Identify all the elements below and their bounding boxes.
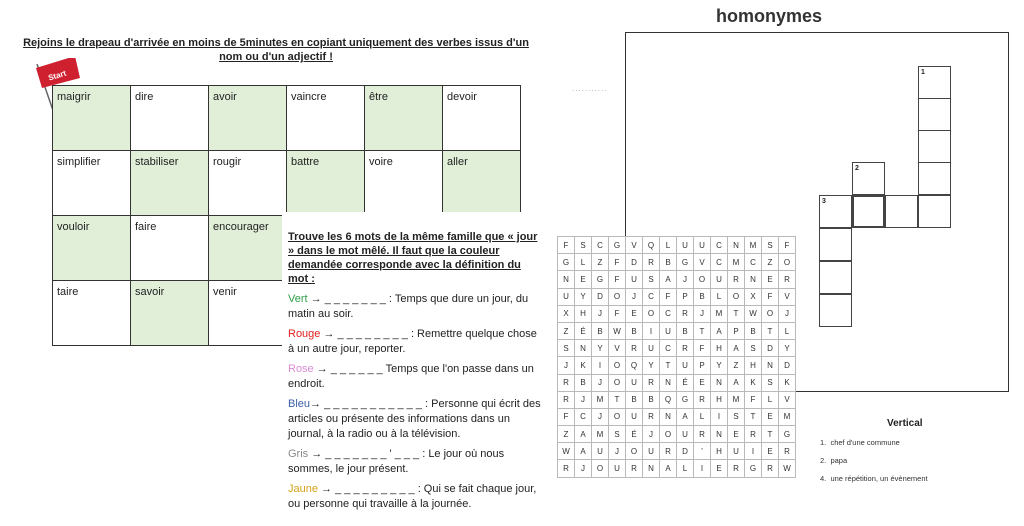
word-search-letter[interactable]: D — [626, 254, 643, 271]
word-search-letter[interactable]: N — [728, 237, 745, 254]
word-search-letter[interactable]: A — [660, 460, 677, 477]
clue-vert: Vert → _ _ _ _ _ _ _ : Temps que dure un jour, du matin au soir. — [288, 293, 529, 320]
verb-cell[interactable]: savoir — [131, 281, 209, 346]
verb-cell[interactable]: encourager — [209, 216, 287, 281]
word-search-letter[interactable]: T — [762, 322, 779, 339]
word-search-letter[interactable]: U — [660, 322, 677, 339]
word-search-letter[interactable]: J — [592, 408, 609, 425]
word-search-row — [558, 271, 796, 288]
word-search-letter[interactable]: G — [592, 271, 609, 288]
word-search-letter[interactable]: T — [660, 357, 677, 374]
word-search-letter[interactable]: U — [626, 374, 643, 391]
word-search-letter[interactable]: R — [626, 340, 643, 357]
word-search-letter[interactable]: S — [643, 271, 660, 288]
verb-cell[interactable]: dire — [131, 86, 209, 151]
word-search-letter[interactable]: L — [575, 254, 592, 271]
word-search-letter[interactable]: U — [643, 340, 660, 357]
clue-rose: Rose → _ _ _ _ _ _ Temps que l'on passe dans un endroit. — [288, 363, 534, 390]
crossword-number: 2 — [855, 165, 859, 172]
word-family-panel — [282, 212, 542, 512]
vertical-clues-title: Vertical — [887, 418, 923, 429]
word-search-letter[interactable]: R — [694, 426, 711, 443]
word-search-letter[interactable]: R — [694, 391, 711, 408]
word-search-letter[interactable]: D — [592, 288, 609, 305]
word-search-row — [558, 254, 796, 271]
crossword-cell[interactable] — [918, 162, 951, 195]
word-search-letter[interactable]: F — [694, 340, 711, 357]
word-search-letter[interactable]: O — [609, 374, 626, 391]
word-search-letter[interactable]: C — [660, 305, 677, 322]
clue-item: 1. chef d'une commune — [820, 438, 900, 447]
word-search-letter[interactable]: B — [677, 322, 694, 339]
word-search-letter[interactable]: P — [728, 322, 745, 339]
word-search-letter[interactable]: J — [592, 305, 609, 322]
verb-cell[interactable]: aller — [443, 151, 521, 216]
word-search-letter[interactable]: R — [660, 443, 677, 460]
word-search-letter[interactable]: M — [592, 391, 609, 408]
word-search-letter[interactable]: R — [762, 460, 779, 477]
word-search-letter[interactable]: J — [779, 305, 796, 322]
word-search-letter[interactable]: F — [609, 254, 626, 271]
word-search-letter[interactable]: H — [711, 391, 728, 408]
word-search-letter[interactable]: U — [558, 288, 575, 305]
word-search-letter[interactable]: R — [643, 408, 660, 425]
word-search-letter[interactable]: B — [626, 391, 643, 408]
word-search-letter[interactable]: W — [609, 322, 626, 339]
word-search-letter[interactable]: A — [660, 271, 677, 288]
verb-cell[interactable]: avoir — [209, 86, 287, 151]
word-search-letter[interactable]: Z — [592, 254, 609, 271]
word-search-letter[interactable]: T — [728, 305, 745, 322]
word-search-letter[interactable]: A — [575, 426, 592, 443]
word-search-letter[interactable]: R — [626, 460, 643, 477]
word-search-letter[interactable]: Z — [728, 357, 745, 374]
word-search-letter[interactable]: U — [626, 408, 643, 425]
word-search-letter[interactable]: R — [643, 374, 660, 391]
word-search-letter[interactable]: I — [592, 357, 609, 374]
word-search-letter[interactable]: O — [626, 443, 643, 460]
word-search-letter[interactable]: C — [711, 237, 728, 254]
crossword-number: 3 — [822, 198, 826, 205]
word-search-letter[interactable]: K — [575, 357, 592, 374]
word-search-letter[interactable]: R — [728, 460, 745, 477]
word-search-row — [558, 237, 796, 254]
clue-jaune: Jaune → _ _ _ _ _ _ _ _ _ : Qui se fait chaque jour, ou personne qui travaille à la journée. — [288, 483, 537, 510]
word-search-letter[interactable]: F — [609, 271, 626, 288]
word-search-letter[interactable]: I — [711, 408, 728, 425]
word-search-letter[interactable]: J — [694, 305, 711, 322]
word-search-row — [558, 305, 796, 322]
word-search-letter[interactable]: B — [694, 288, 711, 305]
word-search-letter[interactable]: E — [575, 271, 592, 288]
verb-cell[interactable]: vaincre — [287, 86, 365, 151]
word-search-letter[interactable]: P — [694, 357, 711, 374]
verb-cell[interactable]: maigrir — [53, 86, 131, 151]
word-search-letter[interactable]: G — [677, 391, 694, 408]
word-search-letter[interactable]: W — [745, 305, 762, 322]
word-search-letter[interactable]: U — [694, 237, 711, 254]
activity-title: Rejoins le drapeau d'arrivée en moins de 5minutes en copiant uniquement des verbes issus d'un nom ou d'un adjectif ! — [23, 37, 529, 63]
word-search-grid — [557, 236, 796, 478]
word-search-letter[interactable]: X — [745, 288, 762, 305]
word-search-letter[interactable]: V — [779, 391, 796, 408]
word-search-letter[interactable]: M — [711, 305, 728, 322]
word-search-letter[interactable]: Q — [660, 391, 677, 408]
verb-cell[interactable]: faire — [131, 216, 209, 281]
word-search-letter[interactable]: R — [643, 254, 660, 271]
word-search-letter[interactable]: J — [575, 460, 592, 477]
word-search-letter[interactable]: B — [592, 322, 609, 339]
word-search-letter[interactable]: V — [694, 254, 711, 271]
word-search-letter[interactable]: J — [592, 374, 609, 391]
word-search-letter[interactable]: F — [779, 237, 796, 254]
crossword-cell[interactable] — [918, 98, 951, 131]
word-search-letter[interactable]: O — [728, 288, 745, 305]
word-search-letter[interactable]: J — [609, 443, 626, 460]
word-search-letter[interactable]: E — [762, 443, 779, 460]
word-search-letter[interactable]: J — [677, 271, 694, 288]
word-search-letter[interactable]: E — [762, 408, 779, 425]
word-search-letter[interactable]: M — [728, 391, 745, 408]
word-search-letter[interactable]: M — [779, 408, 796, 425]
word-search-letter[interactable]: U — [643, 443, 660, 460]
word-search-letter[interactable]: R — [677, 340, 694, 357]
verb-cell[interactable]: battre — [287, 151, 365, 216]
word-search-letter[interactable]: S — [762, 374, 779, 391]
word-search-letter[interactable]: U — [677, 237, 694, 254]
word-search-letter[interactable]: Y — [592, 340, 609, 357]
word-search-letter[interactable]: C — [592, 237, 609, 254]
word-search-row — [558, 443, 796, 460]
word-search-letter[interactable]: S — [762, 237, 779, 254]
word-search-letter[interactable]: B — [643, 391, 660, 408]
word-search-letter[interactable]: É — [677, 374, 694, 391]
word-search-letter[interactable]: R — [558, 391, 575, 408]
word-search-letter[interactable]: L — [677, 460, 694, 477]
word-search-letter[interactable]: O — [609, 357, 626, 374]
word-search-letter[interactable]: F — [609, 305, 626, 322]
crossword-title: homonymes — [716, 6, 823, 26]
word-search-letter[interactable]: O — [643, 305, 660, 322]
word-search-letter[interactable]: A — [575, 443, 592, 460]
start-label: Start — [47, 68, 68, 83]
word-search-letter[interactable]: E — [762, 271, 779, 288]
word-search-letter[interactable]: S — [728, 408, 745, 425]
word-search-letter[interactable]: R — [677, 305, 694, 322]
word-search-row — [558, 357, 796, 374]
word-search-letter[interactable]: O — [694, 271, 711, 288]
word-search-letter[interactable]: S — [558, 340, 575, 357]
word-search-letter[interactable]: H — [745, 357, 762, 374]
word-search-letter[interactable]: N — [643, 460, 660, 477]
word-search-letter[interactable]: I — [643, 322, 660, 339]
verb-cell[interactable]: venir — [209, 281, 287, 346]
word-search-letter[interactable]: N — [660, 374, 677, 391]
word-search-letter[interactable]: V — [626, 237, 643, 254]
word-search-letter[interactable]: F — [660, 288, 677, 305]
vertical-clues — [820, 438, 928, 492]
word-search-letter[interactable]: N — [660, 408, 677, 425]
word-search-row — [558, 426, 796, 443]
word-search-letter[interactable]: M — [728, 254, 745, 271]
word-search-letter[interactable]: T — [762, 426, 779, 443]
word-search-letter[interactable]: P — [677, 288, 694, 305]
word-search-letter[interactable]: L — [694, 408, 711, 425]
word-search-row — [558, 322, 796, 339]
word-search-letter[interactable]: J — [558, 357, 575, 374]
word-search-letter[interactable]: R — [779, 271, 796, 288]
word-search-letter[interactable]: O — [779, 254, 796, 271]
word-search-letter[interactable]: K — [745, 374, 762, 391]
word-search-row — [558, 374, 796, 391]
word-search-letter[interactable]: U — [609, 460, 626, 477]
verb-cell[interactable]: voire — [365, 151, 443, 216]
verb-cell[interactable]: taire — [53, 281, 131, 346]
word-search-letter[interactable]: J — [575, 391, 592, 408]
word-search-letter[interactable]: Q — [643, 237, 660, 254]
word-search-letter[interactable]: N — [711, 374, 728, 391]
word-search-letter[interactable]: G — [677, 254, 694, 271]
crossword-cell[interactable] — [852, 195, 885, 228]
word-search-letter[interactable]: S — [609, 426, 626, 443]
word-search-letter[interactable]: Y — [643, 357, 660, 374]
word-search-letter[interactable]: X — [558, 305, 575, 322]
crossword-cell[interactable] — [819, 261, 852, 294]
word-search-letter[interactable]: T — [694, 322, 711, 339]
word-search-letter[interactable]: V — [609, 340, 626, 357]
crossword-number: 1 — [921, 69, 925, 76]
word-search-letter[interactable]: G — [558, 254, 575, 271]
word-search-letter[interactable]: D — [779, 357, 796, 374]
crossword-cell[interactable] — [819, 228, 852, 261]
word-search-letter[interactable]: F — [558, 408, 575, 425]
crossword-cell[interactable] — [918, 195, 951, 228]
word-search-letter[interactable]: U — [592, 443, 609, 460]
word-search-letter[interactable]: Y — [711, 357, 728, 374]
word-search-letter[interactable]: ' — [694, 443, 711, 460]
word-search-letter[interactable]: U — [677, 426, 694, 443]
word-search-letter[interactable]: N — [711, 426, 728, 443]
word-search-letter[interactable]: G — [745, 460, 762, 477]
word-search-letter[interactable]: M — [592, 426, 609, 443]
verb-cell[interactable]: devoir — [443, 86, 521, 151]
word-search-letter[interactable]: M — [745, 237, 762, 254]
word-search-letter[interactable]: E — [694, 374, 711, 391]
word-search-row — [558, 340, 796, 357]
word-search-letter[interactable]: I — [694, 460, 711, 477]
word-search-letter[interactable]: É — [626, 426, 643, 443]
word-search-letter[interactable]: N — [762, 357, 779, 374]
word-search-letter[interactable]: C — [643, 288, 660, 305]
word-search-letter[interactable]: D — [762, 340, 779, 357]
word-search-letter[interactable]: B — [626, 322, 643, 339]
word-search-row — [558, 460, 796, 477]
word-search-letter[interactable]: U — [728, 443, 745, 460]
word-search-letter[interactable]: N — [575, 340, 592, 357]
word-search-letter[interactable]: K — [779, 374, 796, 391]
word-search-letter[interactable]: B — [575, 374, 592, 391]
dotted-line: ........... — [572, 84, 608, 93]
verb-cell[interactable]: vouloir — [53, 216, 131, 281]
word-search-letter[interactable]: R — [728, 271, 745, 288]
word-search-letter[interactable]: V — [779, 288, 796, 305]
word-search-letter[interactable]: Z — [762, 254, 779, 271]
word-search-letter[interactable]: H — [711, 340, 728, 357]
word-search-letter[interactable]: É — [575, 322, 592, 339]
word-search-letter[interactable]: A — [711, 322, 728, 339]
word-search-letter[interactable]: Q — [626, 357, 643, 374]
word-search-letter[interactable]: O — [609, 408, 626, 425]
crossword-cell[interactable] — [819, 294, 852, 327]
clue-item: 4. une répétition, un évènement — [820, 474, 928, 483]
word-search-letter[interactable]: J — [626, 288, 643, 305]
clue-gris: Gris → _ _ _ _ _ _ _ ' _ _ _ : Le jour où nous sommes, le jour présent. — [288, 448, 505, 475]
word-search-letter[interactable]: O — [660, 426, 677, 443]
word-search-letter[interactable]: B — [660, 254, 677, 271]
verb-cell[interactable]: simplifier — [53, 151, 131, 216]
word-search-letter[interactable]: S — [745, 340, 762, 357]
word-search-letter[interactable]: E — [728, 426, 745, 443]
word-search-letter[interactable]: U — [626, 271, 643, 288]
word-search-letter[interactable]: A — [728, 340, 745, 357]
word-search-letter[interactable]: B — [745, 322, 762, 339]
word-search-letter[interactable]: C — [745, 254, 762, 271]
word-search-letter[interactable]: C — [575, 408, 592, 425]
word-search-letter[interactable]: F — [745, 391, 762, 408]
word-search-letter[interactable]: L — [779, 322, 796, 339]
verb-cell[interactable]: rougir — [209, 151, 287, 216]
word-search-letter[interactable]: G — [609, 237, 626, 254]
crossword-cell[interactable] — [918, 130, 951, 163]
word-family-title: Trouve les 6 mots de la même famille que « jour » dans le mot mêlé. Il faut que la couleur demandée corresponde avec la définition du mot : — [288, 231, 538, 285]
word-search-letter[interactable]: Z — [558, 322, 575, 339]
word-search-letter[interactable]: L — [711, 288, 728, 305]
word-search-row — [558, 408, 796, 425]
word-search-row — [558, 288, 796, 305]
word-search-letter[interactable]: H — [575, 305, 592, 322]
word-search-letter[interactable]: T — [609, 391, 626, 408]
word-search-letter[interactable]: C — [711, 254, 728, 271]
word-search-letter[interactable]: F — [762, 288, 779, 305]
word-search-letter[interactable]: D — [677, 443, 694, 460]
word-search-letter[interactable]: U — [711, 271, 728, 288]
word-search-letter[interactable]: R — [745, 426, 762, 443]
word-search-letter[interactable]: R — [558, 460, 575, 477]
word-search-letter[interactable]: R — [558, 374, 575, 391]
word-search-letter[interactable]: L — [660, 237, 677, 254]
verb-cell[interactable]: stabiliser — [131, 151, 209, 216]
crossword-cell[interactable] — [885, 195, 918, 228]
word-search-row — [558, 391, 796, 408]
word-search-letter[interactable]: J — [643, 426, 660, 443]
word-search-letter[interactable]: W — [779, 460, 796, 477]
word-search-letter[interactable]: Y — [779, 340, 796, 357]
word-search-letter[interactable]: A — [677, 408, 694, 425]
word-search-letter[interactable]: T — [745, 408, 762, 425]
word-search-letter[interactable]: S — [575, 237, 592, 254]
clue-bleu: Bleu→ _ _ _ _ _ _ _ _ _ _ _ : Personne qui écrit des articles ou présente des informations dans un journal, à la radio ou à la télévision. — [288, 398, 541, 440]
word-search-letter[interactable]: Z — [558, 426, 575, 443]
word-search-letter[interactable]: U — [677, 357, 694, 374]
word-search-letter[interactable]: H — [711, 443, 728, 460]
word-search-letter[interactable]: A — [728, 374, 745, 391]
word-search-letter[interactable]: O — [592, 460, 609, 477]
word-search-letter[interactable]: O — [762, 305, 779, 322]
word-search-letter[interactable]: F — [558, 237, 575, 254]
word-search-letter[interactable]: O — [609, 288, 626, 305]
word-search-letter[interactable]: Y — [575, 288, 592, 305]
word-search-letter[interactable]: W — [558, 443, 575, 460]
clue-rouge: Rouge → _ _ _ _ _ _ _ _ : Remettre quelque chose à un autre jour, reporter. — [288, 328, 537, 355]
clue-item: 2. papa — [820, 456, 848, 465]
word-search-letter[interactable]: C — [660, 340, 677, 357]
word-search-letter[interactable]: N — [558, 271, 575, 288]
word-search-letter[interactable]: G — [779, 426, 796, 443]
word-search-letter[interactable]: I — [745, 443, 762, 460]
word-search-letter[interactable]: E — [711, 460, 728, 477]
word-search-letter[interactable]: R — [779, 443, 796, 460]
word-search-letter[interactable]: L — [762, 391, 779, 408]
word-search-letter[interactable]: E — [626, 305, 643, 322]
verb-cell[interactable]: être — [365, 86, 443, 151]
word-search-letter[interactable]: N — [745, 271, 762, 288]
